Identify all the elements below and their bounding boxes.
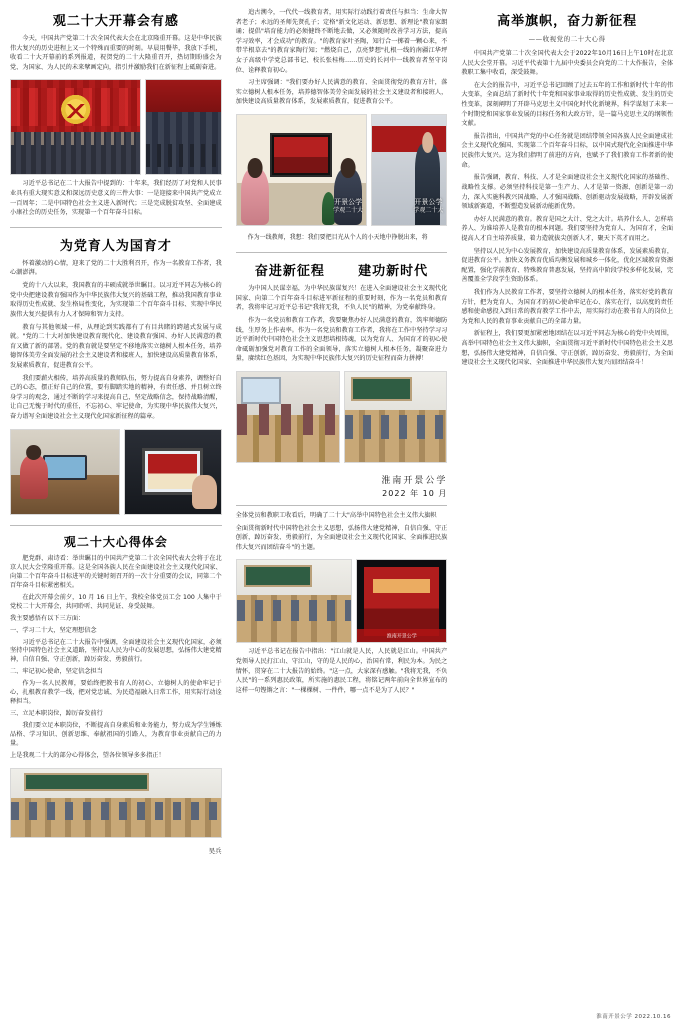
classroom-pupils — [11, 802, 221, 820]
red-screen-panel — [364, 567, 439, 636]
congress-audience-photo — [145, 79, 221, 175]
col2-section-para-2: 作为一名党员和教育工作者，我要聚焦办好人民满意的教育，筑牢师德防线，生厚务上作表率。作为一名党员和教育工作者，我将在工作中坚持学习习近平新时代中国特色社会主义思想培根铸魂，以为党育人、为国育才的初心使命砥砺加强党对教育工作的全面领导，落实立德树人根本任务，凝聚奋进力量，赓续红色基因，为实现中华民族伟大复兴的历史征程而奋力拼搏！ — [235, 316, 448, 363]
audience-heads — [146, 144, 220, 167]
school-name: 淮南开景公学 — [381, 475, 448, 486]
classroom-students-scene-2 — [345, 372, 447, 462]
page-footer: 淮南开景公学 2022.10.16 — [596, 1014, 671, 1020]
article-3-closing: 上是我观二十大的部分心得体会，望各位领导多多指正！ — [10, 752, 165, 760]
col2-bottom-para-1: 全面贯彻新时代中国特色社会主义思想，弘扬伟大建党精神，自信自强、守正创新，踔厉奋发、勇毅前行，为全面建设社会主义现代化国家、全面推进民族伟大复兴而团结奋斗"的主题。 — [235, 524, 448, 551]
child-head — [26, 445, 42, 460]
congress-opening-photo — [10, 79, 141, 175]
article-2-para-1: 怀着激动的心情，迎来了党的二十大胜利召开，作为一名教育工作者，我心潮澎湃。 — [10, 259, 222, 277]
column-left — [10, 8, 222, 1016]
col2-para-2: 习主席强调："我们要办好人民满意的教育、全面贯彻党的教育方针，落实立德树人根本任务，培养德智体美劳全面发展的社会主义建设者和接班人，加快建设高质量教育体系，发展素质教育，促进教育公平。 — [235, 79, 448, 106]
col2-photo-caption: 作为一线教师，我想：我们要把目光从个人的小天地中挣脱出来，将 — [247, 234, 428, 242]
teacher-lecture-photo — [371, 114, 447, 226]
col3-para-7: 我们作为人民教育工作者，要坚持立德树人的根本任务，落实好党的教育方针，把为党育人、为国育才的初心使命牢记在心、落实在行，以高度的责任感和使命感投入到日常的教育教学工作中去，用实际行动在教书育人的岗位上为党和人民的教育事业贡献自己的全部力量。 — [461, 289, 674, 325]
three-column-layout — [10, 8, 673, 1016]
col3-para-8: 新征程上，我们要更加紧密地团结在以习近平同志为核心的党中央周围，高举中国特色社会主义伟大旗帜，全面贯彻习近平新时代中国特色社会主义思想，弘扬伟大建党精神，自信自强、守正创新，踔厉奋发、勇毅前行，为全面建设社会主义现代化国家、全面推进中华民族伟大复兴而团结奋斗！ — [461, 330, 674, 367]
delegates-crowd — [11, 132, 140, 174]
child-reading-scene — [11, 430, 119, 514]
article-3-para-8: 三、立足本职岗位，踔厉奋发前行 — [10, 710, 103, 718]
divider-3 — [236, 252, 448, 253]
col2-para-1: 追古溯今，一代代一线教育者，用实际行动践行着责任与担当：生命大智者老子；永远的圣师先贤孔子；定格"新文化运动、新思想、新理论"教育家朗诵；提倡"培育能力的必须健终不断地去做，又必须随时改善学习方法，提高学习效率，才会成功"的教育。"的教育家叶圣陶，知行合一掷着一颗心来，不带半根草去"的教育家陶行知；"燃烧自己，点亮梦想"扎根一线的南疆江华坪女子高级中学党总部书记、校长张桂梅……历史的长河中一线教育者坚守岗位、诠释教育初心。 — [235, 9, 448, 74]
article-title-1: 观二十大开幕会有感 — [52, 14, 179, 29]
classroom-students-photo-1 — [236, 371, 340, 463]
col3-para-4: 报告强调，教育、科技、人才是全面建设社会主义现代化国家的基础性、战略性支撑。必须坚持科技是第一生产力、人才是第一资源、创新是第一动力，深入实施科教兴国战略、人才强国战略、创新驱动发展战略，开辟发展新领域新赛道，不断塑造发展新动能新优势。 — [461, 174, 674, 211]
photo-badge-1-line2: 学观二十大 — [333, 207, 364, 214]
article-1-body-1: 习近平总书记在二十大报告中提到的：十年来，我们经历了对党和人民事业具有重大现实意义和深远历史意义的三件大事：一是迎接来中国共产党成立一百周年；二是中国特色社会主义进入新时代；三是完成脱贫攻坚、全面建成小康社会的历史任务，实现第一个百年奋斗目标。 — [10, 180, 222, 217]
classroom-group-scene — [237, 560, 351, 642]
student-tablet-photo — [124, 429, 222, 515]
col2-section-title-b: 建功新时代 — [358, 264, 429, 280]
divider-4 — [236, 505, 448, 506]
article-3-para-3: 我主要感悟有以下三方面： — [10, 614, 85, 622]
article-3-para-6: 二、牢记初心使命，坚定信念担当 — [10, 668, 103, 676]
article-2-para-4: 我们要薪火相传，培养高质量的教师队伍，努力提高自身素养，调整好自己的心态，摆正好自己的位置，要有脚踏实地的精神，有责任感、并且树立终身学习的观念，通过不断的学习来提高自己，坚定战略信念，保持战略清醒，让自己无愧于时代的重任，不忘初心、牢记使命，为实现中华民族伟大复兴，奋力谱写全面建设社会主义现代化国家新征程的篇章。 — [10, 374, 222, 421]
col3-para-5: 办好人民满意的教育。教育是国之大计、党之大计。培养什么人、怎样培养人、为谁培养人是教育的根本问题。我们要坚持为党育人、为国育才，全面提高人才自主培养质量，着力造就拔尖创新人才，聚天下英才而用之。 — [461, 215, 674, 242]
article-3-para-5: 习近平总书记在二十大报告中强调，全面建设社会主义现代化国家，必须坚持中国特色社会主义道路，坚持以人民为中心的发展思想，弘扬伟大建党精神，自信自强、守正创新，踔厉奋发、勇毅前行。 — [10, 638, 222, 664]
col3-header — [461, 8, 673, 47]
article-3-signature: 吴兵 — [208, 847, 222, 856]
col2-bottom-title: 全体党员和教职工收看后，明确了二十大"高举中国特色社会主义伟大旗帜 — [235, 511, 437, 519]
article-3-para-1: 肥党群、肃诗看：举世瞩目的中国共产党第二十次全国代表大会将于在北京人民大会堂隆重开幕。这是全国各族人民在全面建设社会主义现代化国家、向第二个百年奋斗目标进军的关键时刻召开的一次十分重要的会议，同第二个百年奋斗目标紧密相关。 — [10, 554, 222, 589]
col3-para-2: 在大会的报告中，习近平总书记回顾了过去五年的工作和新时代十年的伟大变革，全面总结了新时代十年党和国家事业取得的历史性成就、发生的历史性变革，深刻阐明了开辟马克思主义中国化时代化新境界，科学谋划了未来一个时期党和国家事业发展的目标任务和大政方针，是一篇马克思主义的纲领性文献。 — [461, 81, 674, 128]
student-figures — [237, 404, 339, 435]
teacher-figure-right — [334, 168, 362, 225]
blackboard — [24, 773, 150, 791]
article-2-para-2: 党的十八大以来，我国教育的丰硕成就举世瞩目。以习近平同志为核心的党中央把建设教育强国作为中华民族伟大复兴的基础工程，推动我国教育事业取得历史性成就、发生格局性变化，为实现第二个百年奋斗目标、实现中华民族伟大复兴提供有力人才保障和智力支持。 — [10, 282, 222, 318]
audience-stage — [146, 80, 220, 112]
column-middle — [236, 8, 448, 1016]
classroom-pupils-3 — [237, 600, 351, 621]
teacher-head-right — [341, 158, 356, 179]
article-3-para-9: 我们要立足本职岗位，不断提高自身素质和业务能力，努力成为学生锤炼品格、学习知识、创新思维、奉献祖国的引路人，为教育事业贡献自己的力量。 — [10, 722, 222, 748]
photo-row-6 — [236, 559, 448, 643]
photo-row-4 — [236, 114, 448, 226]
school-date: 2022 年 10 月 — [382, 488, 448, 498]
col3-para-3: 报告指出，中国共产党的中心任务就是团结带领全国各族人民全面建成社会主义现代化强国、实现第二个百年奋斗目标，以中国式现代化全面推进中华民族伟大复兴。这为我们指明了前进的方向，也赋予了我们教育工作者新的使命。 — [461, 132, 674, 169]
photo-row-3 — [10, 768, 222, 838]
hand-figure — [192, 475, 217, 509]
teachers-watching-tv-photo — [236, 114, 367, 226]
article-title-3: 观二十大心得体会 — [63, 534, 168, 549]
tv-screen-icon — [270, 133, 332, 177]
article-2-para-3: 教育与其他领域一样，从理论到实践都有了有目共睹的跨越式发展与成就。"党的二十大对加快建设教育现代化、建设教育强国、办好人民满意的教育又做了新的部署。党的教育就是要坚定不移地落实立德树人根本任务，培养德智体美劳全面发展的社会主义建设者和接班人，加快建设高质量教育体系，发展素质教育，促进教育公平。 — [10, 323, 222, 369]
child-figure — [20, 455, 48, 499]
col3-para-6: 坚持以人民为中心发展教育，加快建设高质量教育体系，发展素质教育，促进教育公平。加快义务教育优质均衡发展和城乡一体化，优化区域教育资源配置，强化学前教育、特殊教育普惠发展，坚持高中阶段学校多样化发展，完善覆盖全学段学生资助体系。 — [461, 247, 674, 284]
photo-badge-2 — [413, 198, 443, 216]
classroom-pupils-2 — [345, 415, 447, 438]
congress-audience-scene — [146, 80, 220, 174]
banner-strip — [357, 629, 446, 642]
col2-section-para-1: 为中国人民谋幸福，为中华民族谋复兴！在进入全面建设社会主义现代化国家、向第二个百年奋斗目标进军新征程的重要时刻，作为一名党员和教育者，我将牢记习近平总书记"我将无我，不负人民"的精神，为党奉献终身。 — [235, 285, 448, 312]
col3-para-1: 中国共产党第二十次全国代表大会于2022年10月16日上午10时在北京人民大会堂开幕。习近平代表第十九届中央委员会向党的二十大作报告，全体教职工集中收看，深受鼓舞。 — [461, 50, 674, 77]
photo-badge-2-line1: 开景公学 — [414, 197, 443, 206]
photo-badge-2-line2: 学观二十大 — [413, 207, 444, 214]
column-right — [461, 8, 673, 1016]
banner-strip-text: 淮南开景公学 — [386, 633, 417, 640]
col3-title: 高举旗帜，奋力新征程 — [497, 14, 638, 29]
party-emblem-icon — [59, 95, 93, 127]
laptop-icon — [43, 455, 86, 480]
school-banner-scene — [357, 560, 446, 642]
article-1-para-1: 今天，中国共产党第二十次全国代表大会在北京隆重开幕。这是中华民族伟大复兴的历史进程上又一个特殊而重要的时刻。早晨用餐毕，我放下手机，收看二十大开幕前的系列报道，祝贺党的二十大隆重召开，热切期盼盛会为党、为国家、为人民的未来擘画定向，指引并激励我们在新征程上砥砺奋进。 — [10, 35, 222, 71]
divider-2 — [10, 525, 222, 526]
divider-1 — [10, 227, 222, 228]
classroom-window — [241, 377, 282, 404]
congress-opening-scene — [11, 80, 140, 174]
classroom-watch-photo — [10, 768, 222, 838]
child-reading-photo — [10, 429, 120, 515]
school-banner-photo — [356, 559, 447, 643]
photo-row-2 — [10, 429, 222, 515]
article-3-para-4: 一、学习二十大，坚定理想信念 — [10, 626, 97, 634]
col2-bottom-para-2: 习近平总书记在报告中指出："江山就是人民，人民就是江山。中国共产党领导人民打江山、守江山，守的是人民的心，治国有常，利民为本。为民之情怀，贯穿在二十大报告的始终。"这一点，大家深有感触。"我将无我，不负人民"的一系列惠民政策，所实施的惠民工程，将铭记两年前向全世界宣布的这样一句铿锵之言："一棵棵树、一件件，哪一点不是为了人民？" — [235, 648, 448, 694]
col2-section-title-a: 奋进新征程 — [254, 264, 325, 280]
classroom-students-photo-2 — [344, 371, 448, 463]
col3-subtitle: ——收视党的二十大心得 — [528, 35, 606, 43]
blackboard-2 — [351, 377, 412, 400]
classroom-watch-scene — [11, 769, 221, 837]
photo-row-1 — [10, 79, 222, 175]
photo-badge-1 — [333, 198, 363, 216]
photo-row-5 — [236, 371, 448, 463]
col2-section-title — [236, 260, 448, 279]
photo-badge-1-line1: 开景公学 — [334, 197, 363, 206]
classroom-students-scene-1 — [237, 372, 339, 462]
student-tablet-scene — [125, 430, 221, 514]
teacher-figure-left — [241, 168, 269, 225]
article-3-para-2: 在此次开幕会前夕，10 月 16 日上午，我校全体党员工会 100 人集中于党校二十大开幕会，共同聆听、共同见证、身受鼓舞。 — [10, 593, 222, 610]
teacher-head-left — [247, 158, 262, 179]
article-3-para-7: 作为一名人民教师，要始终把教书育人的初心、立德树人的使命牢记于心，扎根教育教学一线，把对党忠诚、为民造福融入日常工作，用实际行动诠释担当。 — [10, 680, 222, 706]
blackboard-3 — [244, 565, 313, 586]
classroom-group-photo — [236, 559, 352, 643]
article-title-2: 为党育人为国育才 — [59, 238, 172, 254]
speaker-head — [422, 132, 434, 153]
